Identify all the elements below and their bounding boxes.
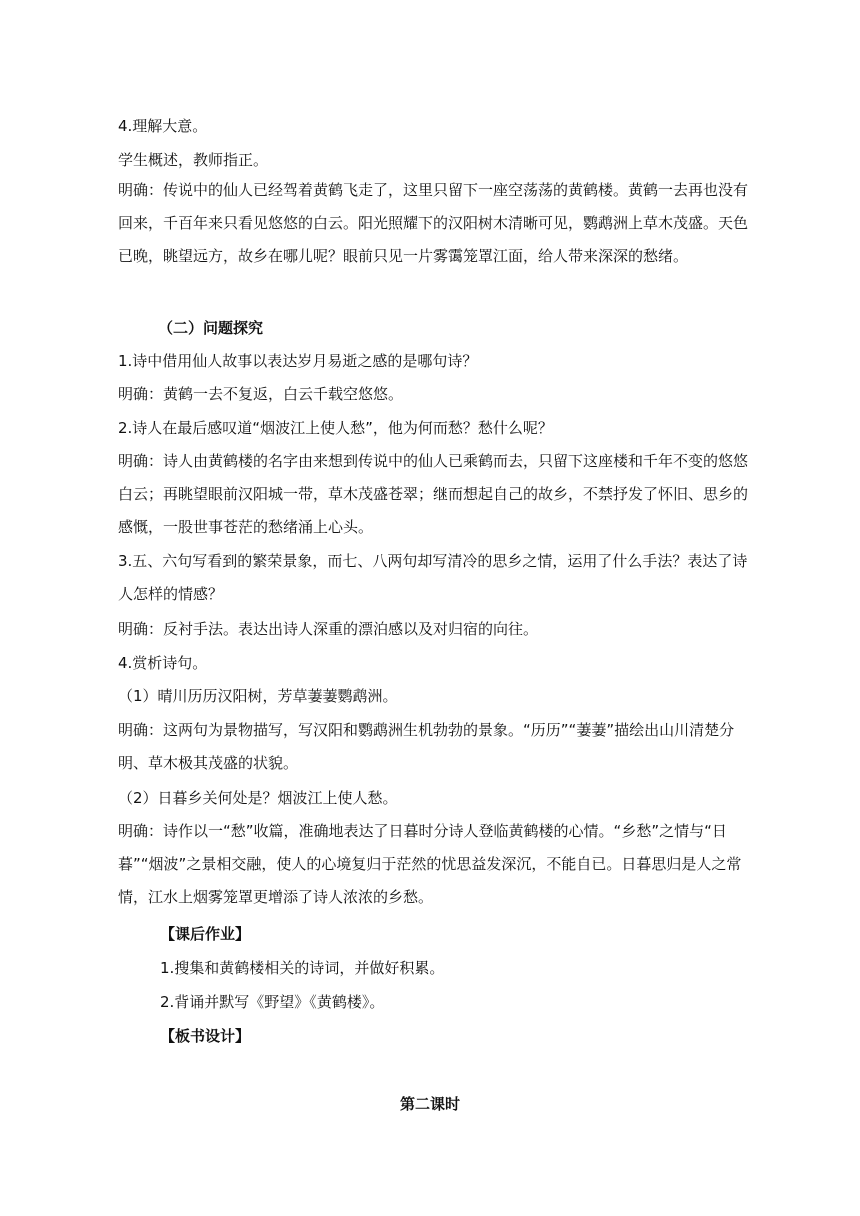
answer-3: 明确：反衬手法。表达出诗人深重的漂泊感以及对归宿的向往。 xyxy=(118,620,539,638)
section-heading-inquiry: （二）问题探究 xyxy=(158,319,264,337)
answer-2: 明确：诗人由黄鹤楼的名字由来想到传说中的仙人已乘鹤而去，只留下这座楼和千年不变的悠悠白云；再眺望眼前汉阳城一带，草木茂盛苍翠；继而想起自己的故乡，不禁抒发了怀旧、思乡的感慨，一股世事苍茫的愁绪涌上心头。 xyxy=(118,452,749,536)
answer-4-2: 明确：诗作以一“愁”收篇，准确地表达了日暮时分诗人登临黄鹤楼的心情。“乡愁”之情与“日暮”“烟波”之景相交融，使人的心境复归于茫然的忧思益发深沉，不能自已。日暮思归是人之常情，江水上烟雾笼罩更增添了诗人浓浓的乡愁。 xyxy=(118,822,742,906)
question-1: 1.诗中借用仙人故事以表达岁月易逝之感的是哪句诗？ xyxy=(118,352,478,370)
lesson-title: 第二课时 xyxy=(399,1095,460,1113)
question-3: 3.五、六句写看到的繁荣景象，而七、八两句却写清冷的思乡之情，运用了什么手法？表达了诗人怎样的情感？ xyxy=(118,552,748,603)
subquestion-2: （2）日暮乡关何处是？烟波江上使人愁。 xyxy=(118,789,398,807)
section-heading-board-design: 【板书设计】 xyxy=(160,1027,251,1045)
subquestion-1: （1）晴川历历汉阳树，芳草萋萋鹦鹉洲。 xyxy=(118,687,398,705)
homework-item-1: 1.搜集和黄鹤楼相关的诗词，并做好积累。 xyxy=(160,959,445,977)
answer-4-1: 明确：这两句为景物描写，写汉阳和鹦鹉洲生机勃勃的景象。“历历”“萋萋”描绘出山川清楚分明、草木极其茂盛的状貌。 xyxy=(118,721,735,772)
paragraph-answer-meaning: 明确：传说中的仙人已经驾着黄鹤飞走了，这里只留下一座空荡荡的黄鹤楼。黄鹤一去再也没有回来，千百年来只看见悠悠的白云。阳光照耀下的汉阳树木清晰可见，鹦鹉洲上草木茂盛。天色已晚，眺望远方，故乡在哪儿呢？眼前只见一片雾霭笼罩江面，给人带来深深的愁绪。 xyxy=(118,181,749,265)
answer-1: 明确：黄鹤一去不复返，白云千载空悠悠。 xyxy=(118,385,404,403)
question-4: 4.赏析诗句。 xyxy=(118,654,208,672)
homework-item-2: 2.背诵并默写《野望》《黄鹤楼》。 xyxy=(160,993,385,1011)
question-2: 2.诗人在最后感叹道“烟波江上使人愁”，他为何而愁？愁什么呢？ xyxy=(118,419,553,437)
paragraph-student-summary: 学生概述，教师指正。 xyxy=(118,151,269,169)
paragraph-understand-meaning: 4.理解大意。 xyxy=(118,117,208,135)
section-heading-homework: 【课后作业】 xyxy=(160,925,251,943)
